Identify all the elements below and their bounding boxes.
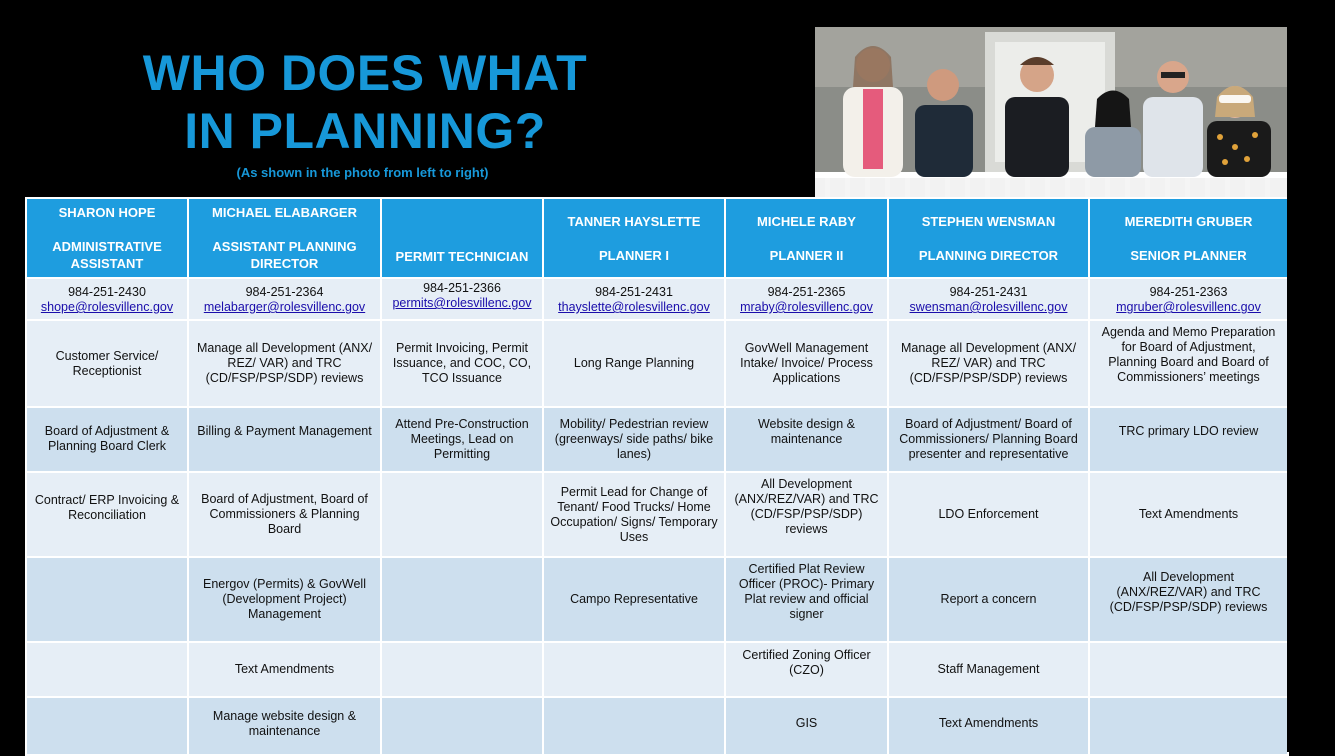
duty-cell: Manage all Development (ANX/ REZ/ VAR) and TRC (CD/FSP/PSP/SDP) reviews [888,320,1089,407]
email-link[interactable]: mgruber@rolesvillenc.gov [1116,300,1261,314]
page-title [100,44,630,160]
duty-cell [1089,697,1288,755]
staff-header [26,198,188,278]
duty-cell: GIS [725,697,888,755]
duty-cell: All Development (ANX/REZ/VAR) and TRC (CD/FSP/PSP/SDP) reviews [1089,557,1288,642]
email-link[interactable]: shope@rolesvillenc.gov [40,300,174,314]
duty-cell: Board of Adjustment, Board of Commissioners & Planning Board [188,472,381,557]
duty-cell: Manage website design & maintenance [188,697,381,755]
staff-role: PLANNER II [769,247,844,263]
staff-header [543,198,725,278]
duty-cell: Permit Lead for Change of Tenant/ Food Trucks/ Home Occupation/ Signs/ Temporary Uses [543,472,725,557]
staff-header [1089,198,1288,278]
duty-cell: Long Range Planning [543,320,725,407]
duty-cell: Board of Adjustment & Planning Board Clerk [26,407,188,472]
staff-header [725,198,888,278]
email-link[interactable]: mraby@rolesvillenc.gov [740,300,873,314]
staff-role: SENIOR PLANNER [1130,247,1247,263]
contact-cell [1089,278,1288,320]
phone-number: 984-251-2365 [767,285,846,299]
duty-cell: Contract/ ERP Invoicing & Reconciliation [26,472,188,557]
duty-cell [543,697,725,755]
staff-role: PLANNING DIRECTOR [918,247,1059,263]
right-margin [1287,0,1335,752]
duty-cell [381,697,543,755]
duty-cell: Energov (Permits) & GovWell (Development Project) Management [188,557,381,642]
duty-row [26,320,1288,407]
subtitle: (As shown in the photo from left to right) [236,165,489,180]
phone-number: 984-251-2431 [595,285,673,299]
duty-row [26,642,1288,697]
duty-cell [26,642,188,697]
team-photo [815,27,1287,197]
staff-name: STEPHEN WENSMAN [921,213,1056,229]
phone-number: 984-251-2363 [1149,285,1228,299]
duty-cell: Billing & Payment Management [188,407,381,472]
duty-cell [26,557,188,642]
duty-cell: Staff Management [888,642,1089,697]
duty-cell: Certified Plat Review Officer (PROC)- Primary Plat review and official signer [725,557,888,642]
phone-number: 984-251-2366 [423,281,501,295]
staff-name: MICHAEL ELABARGER [212,205,357,220]
duty-cell [381,642,543,697]
staff-header [188,198,381,278]
duty-cell [381,557,543,642]
duty-row [26,472,1288,557]
email-link[interactable]: thayslette@rolesvillenc.gov [558,300,710,314]
header-row [26,198,1288,278]
duty-cell: Mobility/ Pedestrian review (greenways/ side paths/ bike lanes) [543,407,725,472]
duty-cell: GovWell Management Intake/ Invoice/ Process Applications [725,320,888,407]
team-photo-icon [815,27,1287,197]
staff-role: ASSISTANT PLANNING DIRECTOR [212,239,357,271]
duty-row [26,407,1288,472]
duty-cell: Website design & maintenance [725,407,888,472]
duty-cell: Text Amendments [188,642,381,697]
duty-cell [26,697,188,755]
duty-cell: Customer Service/ Receptionist [26,320,188,407]
duty-cell: TRC primary LDO review [1089,407,1288,472]
title-line-2: IN PLANNING? [184,103,546,159]
staff-header [888,198,1089,278]
duty-cell [543,642,725,697]
contact-cell [888,278,1089,320]
title-line-1: WHO DOES WHAT [142,45,588,101]
email-link[interactable]: permits@rolesvillenc.gov [392,296,532,310]
duty-cell: Manage all Development (ANX/ REZ/ VAR) and TRC (CD/FSP/PSP/SDP) reviews [188,320,381,407]
email-link[interactable]: swensman@rolesvillenc.gov [909,300,1068,314]
duty-cell: Campo Representative [543,557,725,642]
duty-cell: Board of Adjustment/ Board of Commissioners/ Planning Board presenter and representative [888,407,1089,472]
duty-cell: All Development (ANX/REZ/VAR) and TRC (CD/FSP/PSP/SDP) reviews [725,472,888,557]
duty-cell: Report a concern [888,557,1089,642]
phone-number: 984-251-2431 [949,285,1028,299]
email-link[interactable]: melabarger@rolesvillenc.gov [203,300,366,314]
duty-cell [1089,642,1288,697]
duty-row [26,697,1288,755]
contact-cell [188,278,381,320]
contact-row [26,278,1288,320]
duty-cell: Attend Pre-Construction Meetings, Lead on Permitting [381,407,543,472]
staff-name: MICHELE RABY [757,213,856,229]
phone-number: 984-251-2364 [245,285,324,299]
duty-cell: Permit Invoicing, Permit Issuance, and COC, CO, TCO Issuance [381,320,543,407]
staff-name: TANNER HAYSLETTE [567,213,701,229]
duty-cell: Agenda and Memo Preparation for Board of Adjustment, Planning Board and Board of Commissioners’ meetings [1089,320,1288,407]
duty-cell: LDO Enforcement [888,472,1089,557]
staff-table [25,197,1289,756]
staff-name: SHARON HOPE [58,205,156,220]
contact-cell [381,278,543,320]
duty-row [26,557,1288,642]
duty-cell: Certified Zoning Officer (CZO) [725,642,888,697]
staff-role: PERMIT TECHNICIAN [395,249,529,264]
phone-number: 984-251-2430 [68,285,146,299]
contact-cell [26,278,188,320]
contact-cell [543,278,725,320]
contact-cell [725,278,888,320]
duty-cell: Text Amendments [888,697,1089,755]
staff-name: MEREDITH GRUBER [1124,213,1253,229]
staff-role: PLANNER I [598,247,670,263]
duty-cell: Text Amendments [1089,472,1288,557]
staff-header [381,198,543,278]
staff-role: ADMINISTRATIVE ASSISTANT [52,239,162,271]
duty-cell [381,472,543,557]
